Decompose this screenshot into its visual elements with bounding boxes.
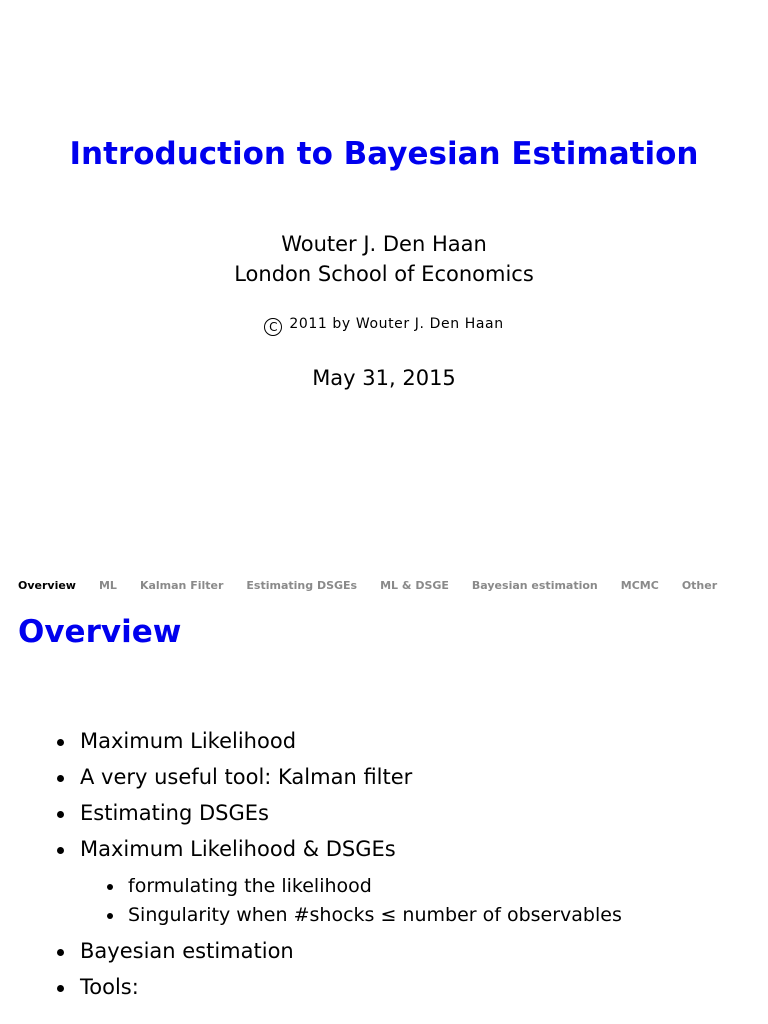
- list-item: Bayesian estimation: [55, 938, 622, 974]
- presentation-date: May 31, 2015: [312, 366, 456, 390]
- list-item: Tools:: [55, 974, 622, 1010]
- nav-item-ml-dsge[interactable]: ML & DSGE: [380, 579, 449, 592]
- nav-item-overview[interactable]: Overview: [18, 579, 76, 592]
- copyright-text: 2011 by Wouter J. Den Haan: [289, 316, 504, 332]
- copyright-line: [0, 316, 768, 336]
- sub-bullet-list: [55, 872, 622, 938]
- sub-list-item: Singularity when #shocks ≤ number of observables: [103, 903, 622, 932]
- slide-title: Overview: [18, 614, 182, 650]
- presentation-title: Introduction to Bayesian Estimation: [69, 136, 699, 172]
- author-name: Wouter J. Den Haan: [281, 232, 487, 256]
- nav-item-other[interactable]: Other: [681, 579, 718, 592]
- nav-item-ml[interactable]: ML: [98, 579, 117, 592]
- institution: London School of Economics: [234, 262, 534, 286]
- copyright-icon: C: [264, 318, 282, 336]
- bullet-list: [55, 728, 622, 1010]
- list-item: Estimating DSGEs: [55, 800, 622, 836]
- list-item: A very useful tool: Kalman filter: [55, 764, 622, 800]
- nav-item-estimating-dsges[interactable]: Estimating DSGEs: [246, 579, 358, 592]
- nav-item-mcmc[interactable]: MCMC: [620, 579, 659, 592]
- nav-item-bayesian-estimation[interactable]: Bayesian estimation: [471, 579, 598, 592]
- list-item: Maximum Likelihood & DSGEs: [55, 836, 622, 872]
- section-navigation: [18, 579, 740, 592]
- sub-list-item: formulating the likelihood: [103, 874, 622, 903]
- nav-item-kalman-filter[interactable]: Kalman Filter: [139, 579, 224, 592]
- list-item: Maximum Likelihood: [55, 728, 622, 764]
